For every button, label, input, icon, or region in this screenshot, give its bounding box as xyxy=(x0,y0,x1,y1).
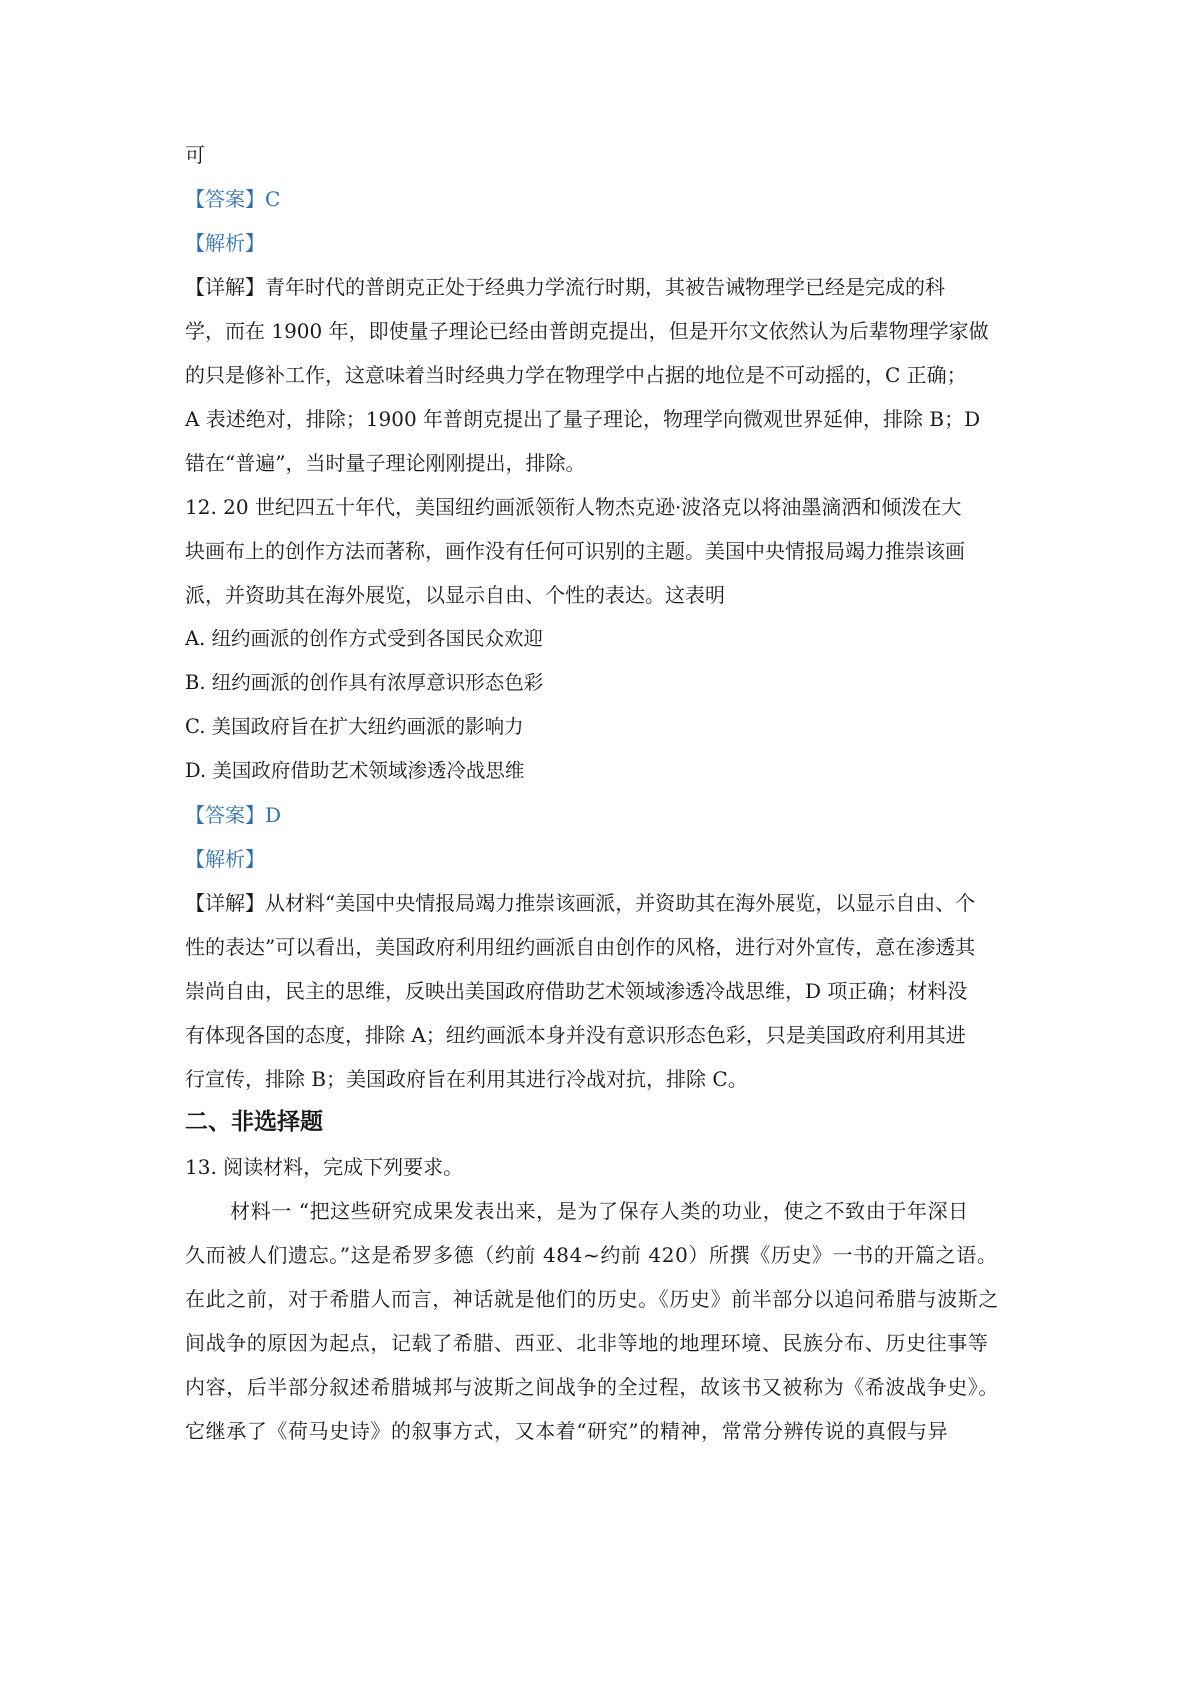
material-paragraph-line: 久而被人们遗忘。”这是希罗多德（约前 484~约前 420）所撰《历史》一书的开篇之语。 xyxy=(185,1243,998,1267)
option-c: C. 美国政府旨在扩大纽约画派的影响力 xyxy=(185,715,524,738)
question-stem-line: 派，并资助其在海外展览，以显示自由、个性的表达。这表明 xyxy=(185,583,725,607)
continued-text: 可 xyxy=(185,143,205,167)
detail-paragraph-line: 【详解】青年时代的普朗克正处于经典力学流行时期，其被告诫物理学已经是完成的科 xyxy=(185,275,945,299)
analysis-label: 【解析】 xyxy=(185,847,265,871)
detail-paragraph-line: 有体现各国的态度，排除 A；纽约画派本身并没有意识形态色彩，只是美国政府利用其进 xyxy=(185,1023,966,1047)
section-heading: 二、非选择题 xyxy=(185,1109,323,1135)
question-stem-line: 12. 20 世纪四五十年代，美国纽约画派领衔人物杰克逊·波洛克以将油墨滴洒和倾泼在大 xyxy=(185,495,962,519)
answer-label: 【答案】C xyxy=(185,187,281,211)
question-stem-line: 13. 阅读材料，完成下列要求。 xyxy=(185,1155,464,1179)
material-paragraph-line: 内容，后半部分叙述希腊城邦与波斯之间战争的全过程，故该书又被称为《希波战争史》。 xyxy=(185,1375,999,1399)
material-paragraph-line: 间战争的原因为起点，记载了希腊、西亚、北非等地的地理环境、民族分布、历史往事等 xyxy=(185,1331,989,1355)
option-d: D. 美国政府借助艺术领域渗透冷战思维 xyxy=(185,759,525,782)
detail-paragraph-line: 学，而在 1900 年，即使量子理论已经由普朗克提出，但是开尔文依然认为后辈物理学家做 xyxy=(185,319,989,343)
analysis-label: 【解析】 xyxy=(185,231,265,255)
detail-paragraph-line: 崇尚自由，民主的思维，反映出美国政府借助艺术领域渗透冷战思维，D 项正确；材料没 xyxy=(185,979,968,1003)
material-paragraph-line: 材料一 “把这些研究成果发表出来，是为了保存人类的功业，使之不致由于年深日 xyxy=(230,1199,969,1223)
question-stem-line: 块画布上的创作方法而著称，画作没有任何可识别的主题。美国中央情报局竭力推崇该画 xyxy=(185,539,965,563)
material-paragraph-line: 它继承了《荷马史诗》的叙事方式，又本着“研究”的精神，常常分辨传说的真假与异 xyxy=(185,1419,949,1443)
option-b: B. 纽约画派的创作具有浓厚意识形态色彩 xyxy=(185,671,544,694)
detail-paragraph-line: 错在“普遍”，当时量子理论刚刚提出，排除。 xyxy=(185,451,586,475)
option-a: A. 纽约画派的创作方式受到各国民众欢迎 xyxy=(185,627,543,650)
material-paragraph-line: 在此之前，对于希腊人而言，神话就是他们的历史。《历史》前半部分以追问希腊与波斯之 xyxy=(185,1287,999,1311)
detail-paragraph-line: 【详解】从材料“美国中央情报局竭力推崇该画派，并资助其在海外展览，以显示自由、个 xyxy=(185,891,976,915)
detail-paragraph-line: A 表述绝对，排除；1900 年普朗克提出了量子理论，物理学向微观世界延伸，排除 B；D xyxy=(185,407,981,431)
detail-paragraph-line: 性的表达”可以看出，美国政府利用纽约画派自由创作的风格，进行对外宣传，意在渗透其 xyxy=(185,935,976,959)
detail-paragraph-line: 行宣传，排除 B；美国政府旨在利用其进行冷战对抗，排除 C。 xyxy=(185,1067,748,1091)
detail-paragraph-line: 的只是修补工作，这意味着当时经典力学在物理学中占据的地位是不可动摇的，C 正确； xyxy=(185,363,967,387)
answer-label: 【答案】D xyxy=(185,803,282,827)
